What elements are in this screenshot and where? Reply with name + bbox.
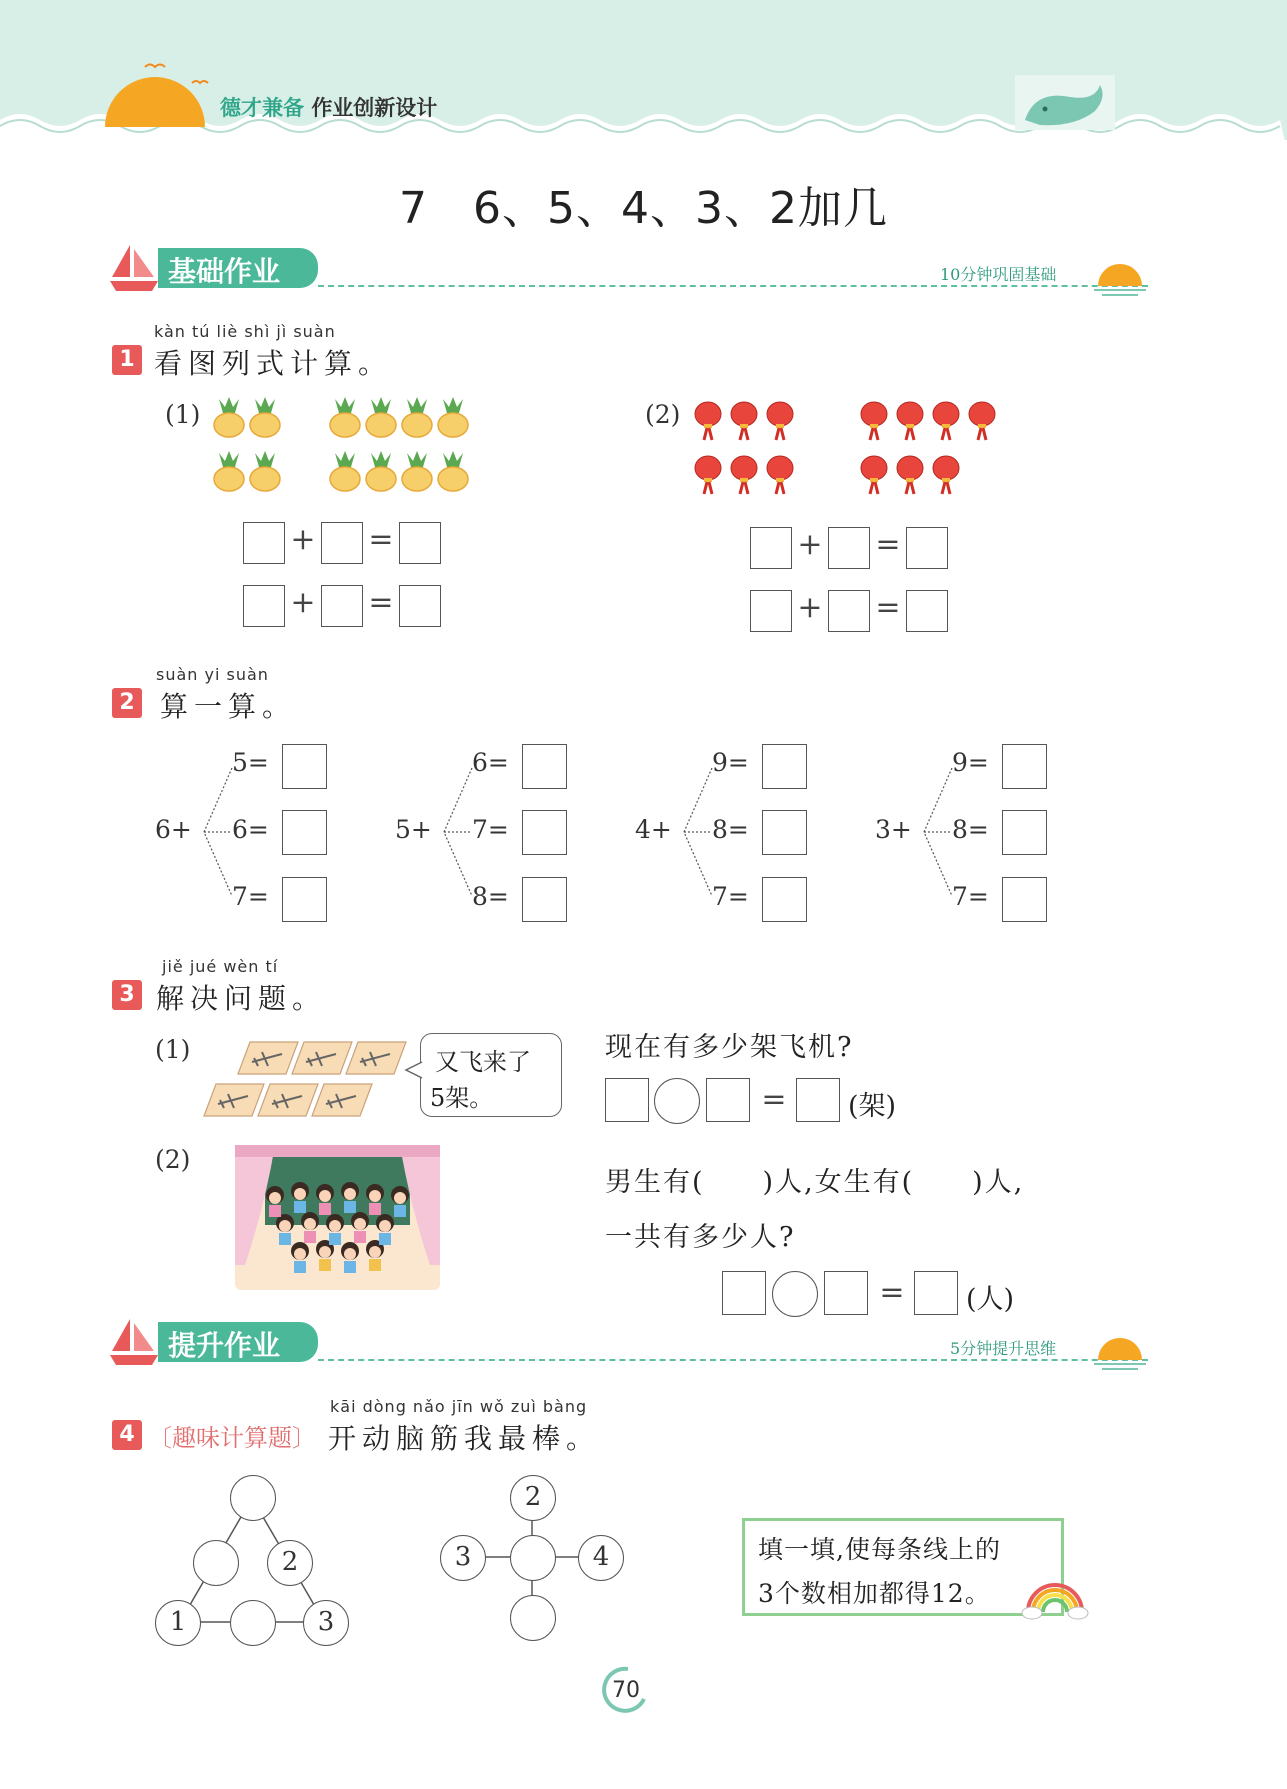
q2-g1-item: 6= <box>232 815 269 844</box>
q1-part1-label: (1) <box>165 400 201 429</box>
q2-g2-base: 5+ <box>395 815 432 844</box>
q2-g4-item: 7= <box>952 882 989 911</box>
section-basic-time: 10分钟巩固基础 <box>940 265 1057 284</box>
equals-sign: = <box>879 1275 905 1310</box>
lantern-illustration <box>690 398 1010 508</box>
q3-p1-operator-circle[interactable] <box>654 1078 700 1124</box>
hint-line2: 3个数相加都得12。 <box>758 1579 991 1608</box>
q1-p1-answer-box[interactable] <box>399 522 441 564</box>
q2-g4-item: 8= <box>952 815 989 844</box>
small-sun-icon <box>1092 1326 1148 1372</box>
classroom-students-illustration <box>235 1145 440 1290</box>
q2-g1-item: 7= <box>232 882 269 911</box>
q3-p1-unit: (架) <box>848 1091 897 1122</box>
cross-number-circle: 4 <box>578 1535 624 1581</box>
q4-number-badge: 4 <box>112 1420 142 1450</box>
q1-part2-label: (2) <box>645 400 681 429</box>
q1-p2-answer-box[interactable] <box>750 590 792 632</box>
q1-p1-answer-box[interactable] <box>243 585 285 627</box>
triangle-blank-circle[interactable] <box>193 1540 239 1586</box>
section-advanced-time: 5分钟提升思维 <box>950 1339 1057 1358</box>
airplane-cards-illustration <box>200 1038 410 1123</box>
q2-g4-base: 3+ <box>875 815 912 844</box>
cross-number-circle: 3 <box>440 1535 486 1581</box>
q3-p2-unit: (人) <box>966 1284 1015 1315</box>
sailboat-icon <box>108 1317 160 1367</box>
page-number: 70 <box>612 1678 640 1703</box>
triangle-number-circle: 2 <box>267 1540 313 1586</box>
plus-sign: + <box>290 522 316 557</box>
whale-icon <box>1015 75 1115 130</box>
q3-p2-line2: 一共有多少人? <box>605 1222 796 1253</box>
q2-g3-item: 9= <box>712 748 749 777</box>
q2-g1-base: 6+ <box>155 815 192 844</box>
q3-p1-question: 现在有多少架飞机? <box>605 1032 854 1063</box>
q2-g3-base: 4+ <box>635 815 672 844</box>
hint-line1: 填一填,使每条线上的 <box>758 1535 1001 1564</box>
cross-number-circle: 2 <box>510 1475 556 1521</box>
q2-pinyin: suàn yi suàn <box>156 665 269 684</box>
sun-icon <box>100 55 210 130</box>
q1-instruction: 看图列式计算。 <box>154 347 393 380</box>
brand-title <box>220 92 437 122</box>
q2-answer-box[interactable] <box>282 810 327 855</box>
q2-g4-item: 9= <box>952 748 989 777</box>
q3-number-badge: 3 <box>112 980 142 1010</box>
section-basic-divider <box>318 285 1148 287</box>
equals-sign: = <box>368 585 394 620</box>
small-sun-icon <box>1092 252 1148 298</box>
plus-sign: + <box>290 585 316 620</box>
q2-answer-box[interactable] <box>762 877 807 922</box>
q1-p1-answer-box[interactable] <box>321 522 363 564</box>
plus-sign: + <box>797 527 823 562</box>
section-basic-title: 基础作业 <box>168 255 281 288</box>
q2-number-badge: 2 <box>112 688 142 718</box>
pineapple-illustration <box>205 395 475 505</box>
q2-answer-box[interactable] <box>1002 877 1047 922</box>
q2-instruction: 算一算。 <box>160 690 297 723</box>
equals-sign: = <box>761 1082 787 1117</box>
q2-answer-box[interactable] <box>762 810 807 855</box>
triangle-blank-circle[interactable] <box>230 1600 276 1646</box>
q3-p2-number-box[interactable] <box>824 1271 868 1315</box>
q3-p1-result-box[interactable] <box>796 1078 840 1122</box>
section-advanced-title: 提升作业 <box>168 1329 281 1362</box>
sailboat-icon <box>108 243 160 293</box>
equals-sign: = <box>368 522 394 557</box>
q2-answer-box[interactable] <box>762 744 807 789</box>
q4-pinyin: kāi dòng nǎo jīn wǒ zuì bàng <box>330 1397 588 1416</box>
q3-p1-number-box[interactable] <box>605 1078 649 1122</box>
q3-part2-label: (2) <box>155 1145 191 1174</box>
q1-p1-answer-box[interactable] <box>243 522 285 564</box>
q1-p2-answer-box[interactable] <box>750 527 792 569</box>
q2-answer-box[interactable] <box>522 744 567 789</box>
q1-p2-answer-box[interactable] <box>828 590 870 632</box>
section-advanced-divider <box>318 1359 1148 1361</box>
q1-p2-answer-box[interactable] <box>828 527 870 569</box>
q2-answer-box[interactable] <box>1002 810 1047 855</box>
brand-part2: 作业创新设计 <box>311 96 438 120</box>
rainbow-icon <box>1020 1572 1090 1620</box>
triangle-number-circle: 3 <box>303 1600 349 1646</box>
q2-g2-item: 7= <box>472 815 509 844</box>
q1-p2-answer-box[interactable] <box>906 527 948 569</box>
equals-sign: = <box>875 527 901 562</box>
q2-g2-item: 6= <box>472 748 509 777</box>
q2-answer-box[interactable] <box>522 877 567 922</box>
bubble-line1: 又飞来了 <box>435 1048 531 1076</box>
q4-instruction: 开动脑筋我最棒。 <box>328 1422 601 1455</box>
q3-instruction: 解决问题。 <box>156 982 327 1015</box>
q3-part1-label: (1) <box>155 1035 191 1064</box>
q1-p1-answer-box[interactable] <box>399 585 441 627</box>
speech-bubble-tail <box>404 1060 424 1080</box>
bubble-line2: 5架。 <box>430 1084 494 1112</box>
equals-sign: = <box>875 590 901 625</box>
q3-p2-result-box[interactable] <box>914 1271 958 1315</box>
plus-sign: + <box>797 590 823 625</box>
q2-g1-item: 5= <box>232 748 269 777</box>
triangle-blank-circle[interactable] <box>230 1475 276 1521</box>
q2-g3-item: 7= <box>712 882 749 911</box>
q1-number-badge: 1 <box>112 345 142 375</box>
q1-p1-answer-box[interactable] <box>321 585 363 627</box>
cross-center-blank-circle[interactable] <box>510 1535 556 1581</box>
q2-answer-box[interactable] <box>1002 744 1047 789</box>
q2-g3-item: 8= <box>712 815 749 844</box>
brand-part1: 德才兼备 <box>220 96 304 120</box>
q4-tag: 〔趣味计算题〕 <box>148 1424 316 1452</box>
q3-p2-line1: 男生有( )人,女生有( )人, <box>605 1167 1025 1198</box>
q2-answer-box[interactable] <box>282 877 327 922</box>
page-title: 7 6、5、4、3、2加几 <box>399 183 888 234</box>
cross-blank-circle[interactable] <box>510 1595 556 1641</box>
q2-answer-box[interactable] <box>282 744 327 789</box>
q3-p2-number-box[interactable] <box>722 1271 766 1315</box>
q3-p1-number-box[interactable] <box>706 1078 750 1122</box>
q3-pinyin: jiě jué wèn tí <box>162 957 279 976</box>
triangle-number-circle: 1 <box>155 1600 201 1646</box>
q2-answer-box[interactable] <box>522 810 567 855</box>
q1-p2-answer-box[interactable] <box>906 590 948 632</box>
q1-pinyin: kàn tú liè shì jì suàn <box>154 322 336 341</box>
q3-p2-operator-circle[interactable] <box>772 1271 818 1317</box>
q2-g2-item: 8= <box>472 882 509 911</box>
